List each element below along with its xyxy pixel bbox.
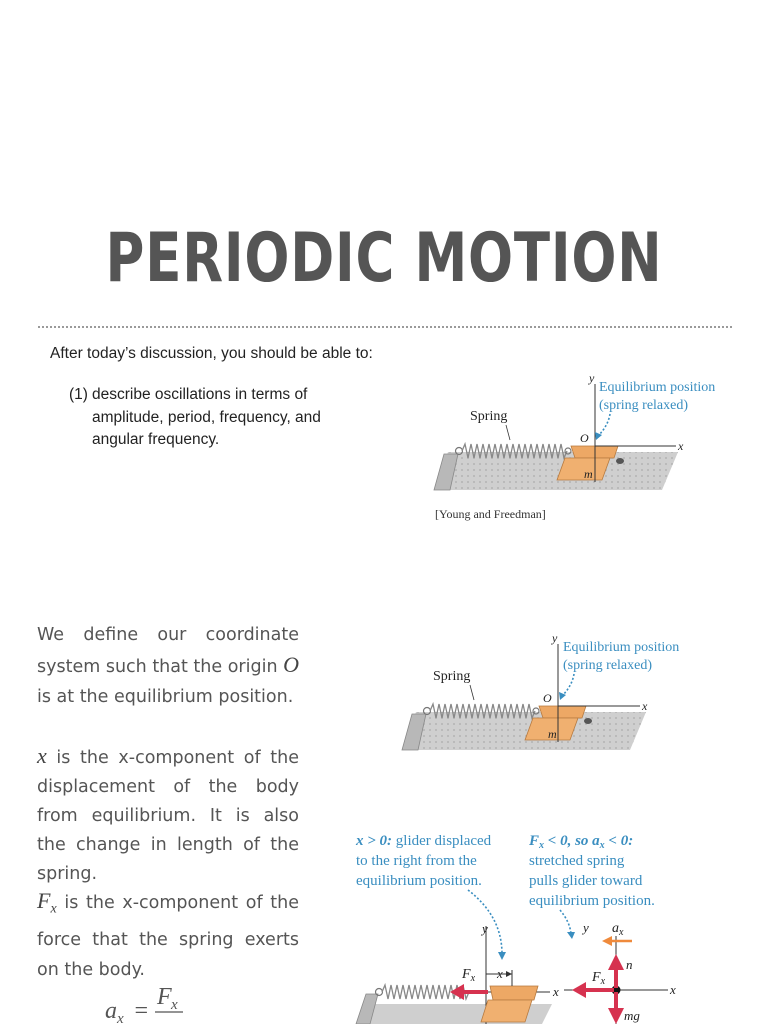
left-annotation-line2: to the right from the [356, 853, 477, 869]
normal-force-label: n [626, 957, 633, 972]
displaced-glider-figure [352, 826, 742, 1024]
displacement-paragraph [37, 741, 299, 889]
displacement-paragraph-text: is the x-component of the displacement of the body from equilibrium. It is also the change in length of the spring. [37, 748, 299, 884]
fig3-x-axis-label: x [553, 984, 559, 999]
page-title: PERIODIC MOTION [105, 219, 663, 298]
right-annotation-heading: $F_x < 0$, so $a_x < 0$: [529, 833, 634, 851]
fbd-spring-force-label: $F_x$ [592, 970, 606, 987]
spring-label-2: Spring [433, 669, 471, 684]
formula-numerator-sub: x [171, 997, 178, 1013]
formula-equals: = [133, 998, 150, 1024]
equilibrium-label-2-line1: Equilibrium position [563, 640, 680, 655]
right-annotation-line3: equilibrium position. [529, 893, 655, 909]
mass-label: m [584, 467, 593, 481]
fig3-y-axis-label: y [482, 921, 488, 936]
left-annotation-line3: equilibrium position. [356, 873, 482, 889]
origin-paragraph-start: We define our coordinate system such that the origin [37, 625, 299, 677]
objective-number: (1) [69, 386, 88, 403]
force-paragraph-text: is the x-component of the force that the spring exerts on the body. [37, 893, 299, 980]
equilibrium-label-line2: (spring relaxed) [599, 398, 689, 413]
weight-label: mg [624, 1008, 640, 1023]
right-annotation-line1: stretched spring [529, 853, 625, 869]
origin-label-2: O [543, 691, 552, 705]
figure-credit: [Young and Freedman] [435, 507, 546, 521]
spring-glider-figure-1 [430, 372, 730, 528]
spring-label: Spring [470, 409, 508, 424]
mass-label-2: m [548, 727, 557, 741]
origin-label: O [580, 431, 589, 445]
formula-lhs-sub: x [117, 1011, 124, 1024]
origin-symbol: O [283, 652, 299, 677]
x-axis-label: x [678, 439, 684, 453]
acceleration-label: $a_x$ [612, 921, 624, 938]
displacement-label: x [497, 966, 503, 981]
left-annotation-line1: x > 0: glider displaced [356, 833, 492, 849]
y-axis-label-2: y [552, 632, 558, 645]
x-axis-label-2: x [642, 699, 648, 713]
equilibrium-label-line1: Equilibrium position [599, 380, 716, 395]
fbd-y-axis-label: y [583, 920, 589, 935]
force-paragraph [37, 886, 299, 985]
displacement-symbol: x [37, 743, 47, 768]
force-symbol-subscript: x [50, 901, 57, 917]
spring-force-label: $F_x$ [462, 967, 476, 984]
equilibrium-label-2-line2: (spring relaxed) [563, 658, 653, 673]
intro-text: After today’s discussion, you should be able to: [50, 345, 373, 362]
objective-text: describe oscillations in terms of amplitude, period, frequency, and angular frequency. [92, 386, 321, 448]
y-axis-label: y [589, 372, 595, 385]
formula-numerator: F [157, 984, 172, 1010]
objective-item [69, 384, 369, 452]
force-symbol: F [37, 888, 51, 913]
fbd-x-axis-label: x [670, 982, 676, 997]
origin-paragraph [37, 620, 299, 712]
origin-paragraph-end: is at the equilibrium position. [37, 687, 294, 707]
formula-lhs: a [105, 998, 117, 1024]
spring-glider-figure-2 [398, 632, 698, 756]
right-annotation-line2: pulls glider toward [529, 873, 643, 889]
title-divider [38, 326, 732, 328]
acceleration-formula [105, 980, 215, 1029]
